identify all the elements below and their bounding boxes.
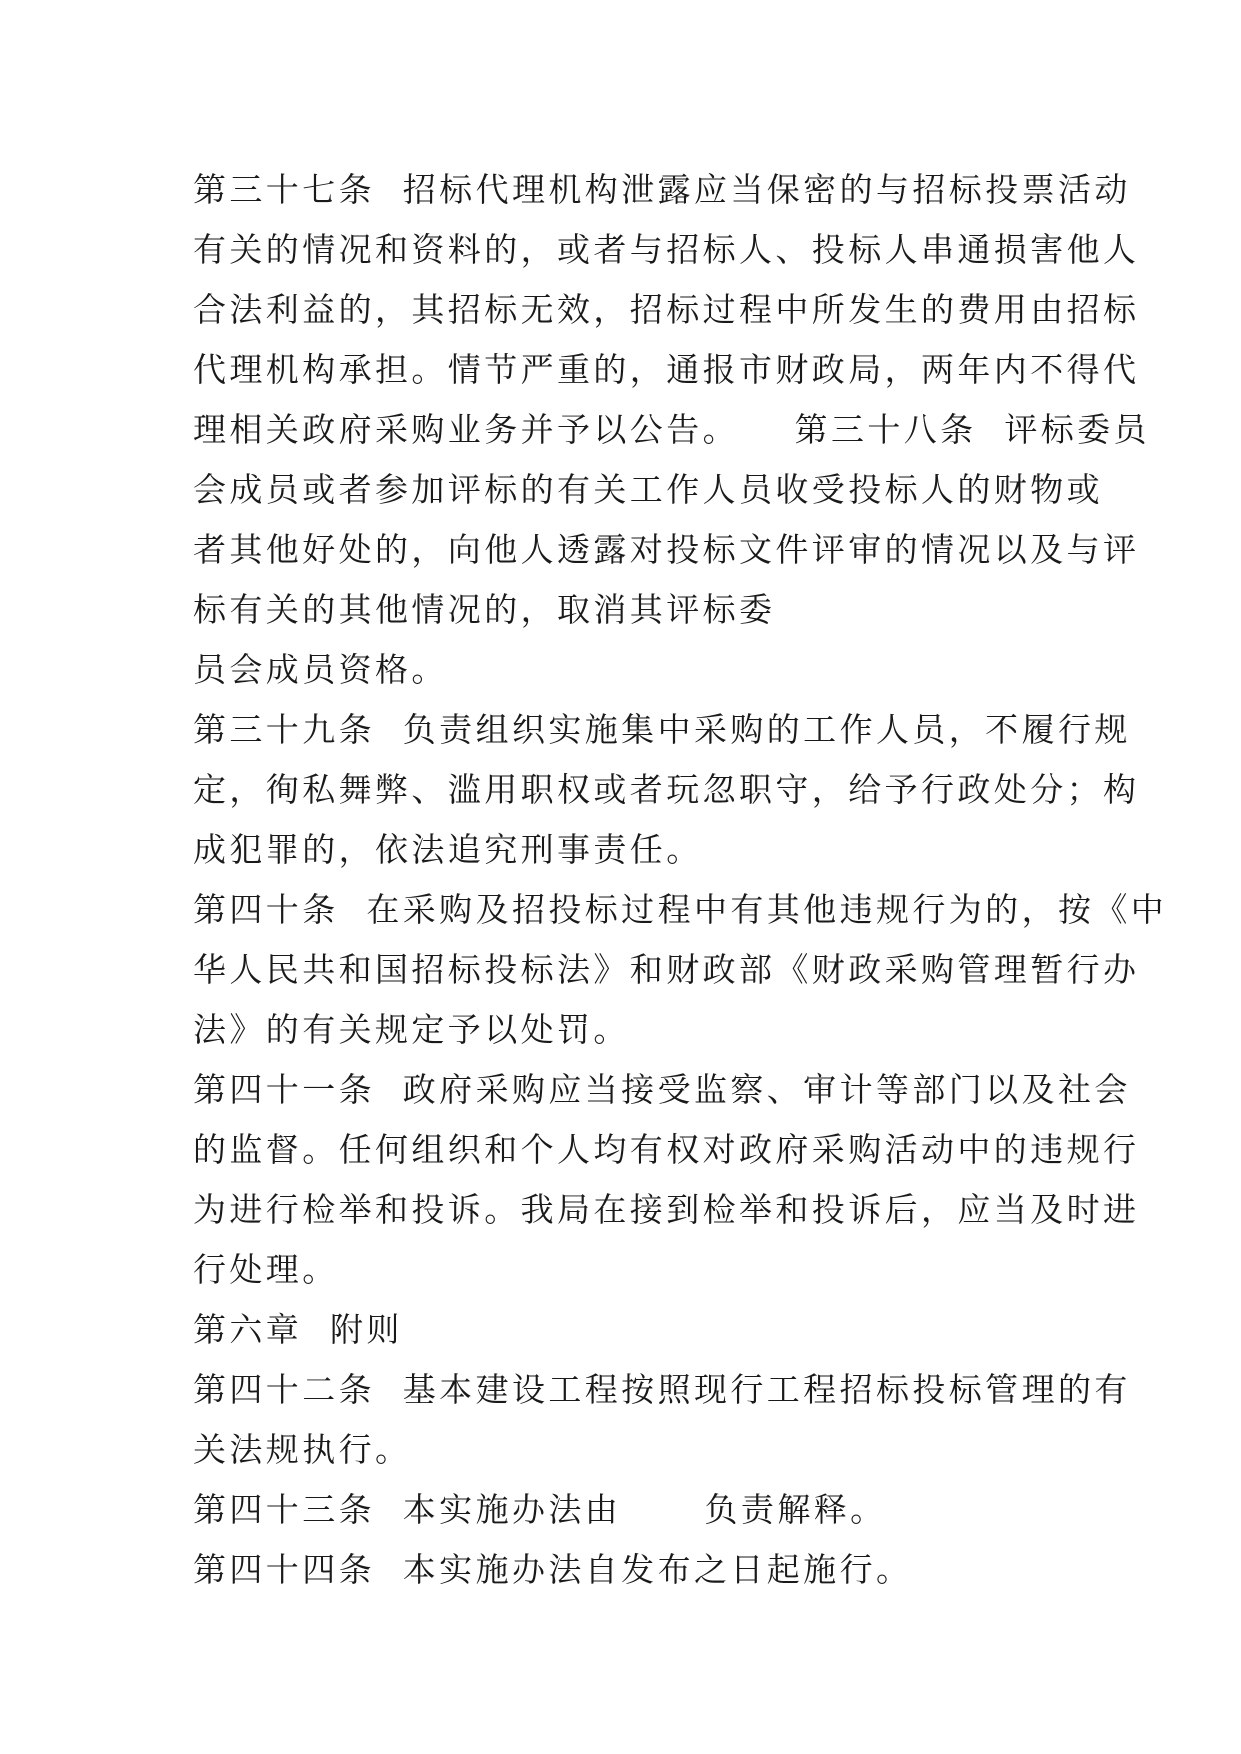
document-body: [193, 160, 1168, 1600]
text-line: 定，徇私舞弊、滥用职权或者玩忽职守，给予行政处分；构: [193, 770, 1140, 809]
text-line: 华人民共和国招标投标法》和财政部《财政采购管理暂行办: [193, 950, 1140, 989]
text-line: 法》的有关规定予以处罚。: [193, 1010, 630, 1049]
chapter-heading: 第六章 附则: [193, 1310, 403, 1349]
text-line: 标有关的其他情况的，取消其评标委: [193, 590, 776, 629]
text-line: 合法利益的，其招标无效，招标过程中所发生的费用由招标: [193, 290, 1140, 329]
text-line: 代理机构承担。情节严重的，通报市财政局，两年内不得代: [193, 350, 1140, 389]
text-line: 员会成员资格。: [193, 650, 448, 689]
text-line: 第四十三条 本实施办法由 负责解释。: [193, 1490, 887, 1529]
text-line: 关法规执行。: [193, 1430, 412, 1469]
text-line: 理相关政府采购业务并予以公告。 第三十八条 评标委员: [193, 410, 1150, 449]
text-line: 成犯罪的，依法追究刑事责任。: [193, 830, 703, 869]
text-line: 的监督。任何组织和个人均有权对政府采购活动中的违规行: [193, 1130, 1140, 1169]
text-line: 为进行检举和投诉。我局在接到检举和投诉后，应当及时进: [193, 1190, 1140, 1229]
text-line: 第四十四条 本实施办法自发布之日起施行。: [193, 1550, 913, 1589]
text-line: 者其他好处的，向他人透露对投标文件评审的情况以及与评: [193, 530, 1140, 569]
text-line: 第四十条 在采购及招投标过程中有其他违规行为的，按《中: [193, 890, 1168, 929]
text-line: 第四十二条 基本建设工程按照现行工程招标投标管理的有: [193, 1370, 1131, 1409]
text-line: 行处理。: [193, 1250, 339, 1289]
text-line: 第三十九条 负责组织实施集中采购的工作人员，不履行规: [193, 710, 1131, 749]
text-line: 会成员或者参加评标的有关工作人员收受投标人的财物或: [193, 470, 1103, 509]
text-line: 第四十一条 政府采购应当接受监察、审计等部门以及社会: [193, 1070, 1131, 1109]
text-line: 第三十七条 招标代理机构泄露应当保密的与招标投票活动: [193, 170, 1131, 209]
text-line: 有关的情况和资料的，或者与招标人、投标人串通损害他人: [193, 230, 1140, 269]
